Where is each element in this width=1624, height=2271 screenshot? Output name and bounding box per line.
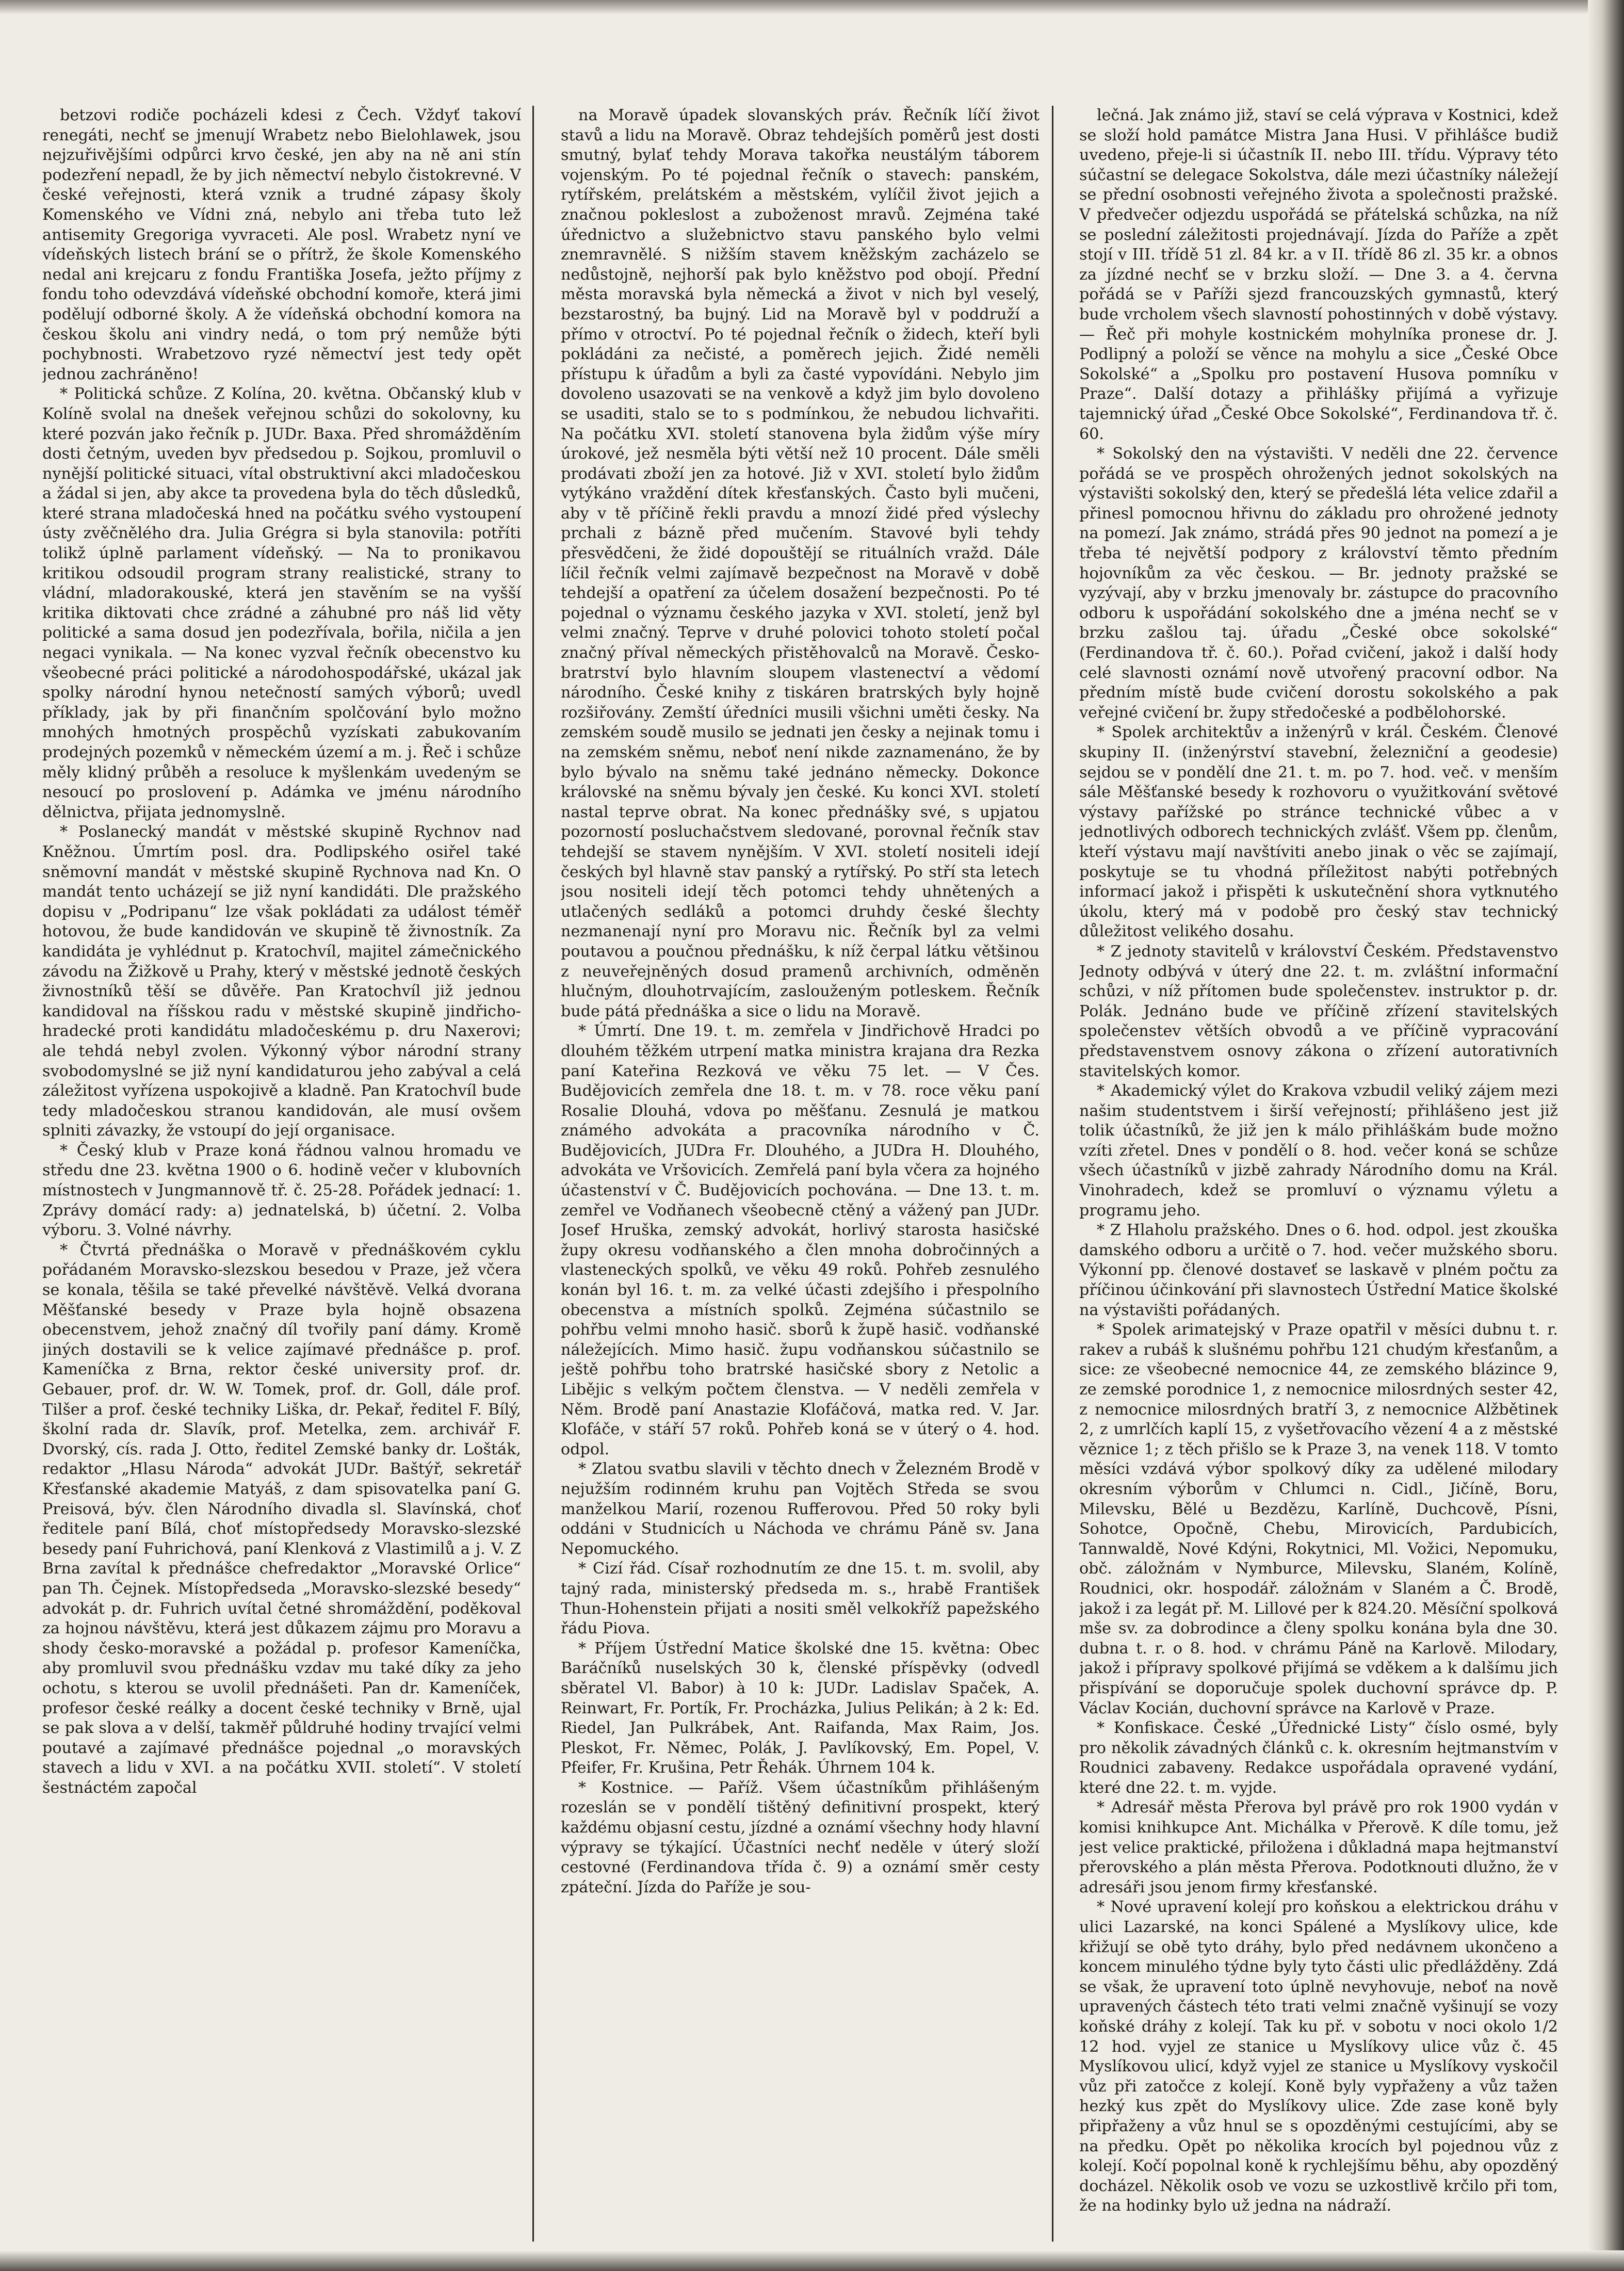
article-hlahol: * Z Hlaholu pražského. Dnes o 6. hod. odpol. jest zkouška damského odboru a určitě o 7. hod. večer mužského sboru. Výkonní pp. členové dostaveť se laskavě v plném počtu za příčinou účinkování při slavnostech Ústřední Matice školské na výstavišti pořádaných. <box>1079 1221 1558 1319</box>
article-constance-paris: * Kostnice. — Paříž. Všem účastníkům přihlášeným rozeslán se v pondělí tištěný definitivní prospekt, který každému objasní cestu, jízdné a oznámí všechny hody hlavní výpravy se týkající. Účastníci nechť neděle v úterý složí cestovné (Ferdinandova třída č. 9) a oznámí směr cesty zpáteční. Jízda do Paříže je sou- <box>561 1778 1040 1896</box>
article-lecture-moravia: * Čtvrtá přednáška o Moravě v přednáškovém cyklu pořádaném Moravsko-slezskou besedou v Praze, jež včera se konala, těšila se také převelké návštěvě. Velká dvorana Měšťanské besedy v Praze byla hojně obsazena obecenstvem, jehož značný díl tvořily paní dámy. Kromě jiných dostavili se k velice zajímavé přednášce p. prof. Kameníčka z Brna, rektor české university prof. dr. Gebauer, prof. dr. W. W. Tomek, prof. dr. Goll, dále prof. Tilšer a prof. české techniky Liška, dr. Pekař, ředitel F. Bílý, školní rada dr. Slavík, prof. Metelka, zem. archivář F. Dvorský, cís. rada J. Otto, ředitel Zemské banky dr. Lošták, redaktor „Hlasu Národa“ advokát JUDr. Baštýř, sekretář Křesťanské akademie Matyáš, z dam spisovatelka paní G. Preisová, býv. člen Národního divadla sl. Slavínská, choť ředitele paní Bílá, choť místopředsedy Moravsko-slezské besedy paní Fuhrichová, paní Klenková z Vlastimilů a j. V. Z Brna zavítal k přednášce chefredaktor „Moravské Orlice“ pan Th. Čejnek. Místopředseda „Moravsko-slezské besedy“ advokát p. dr. Fuhrich uvítal četné shromáždění, poděkoval za hojnou návštěvu, která jest důkazem zájmu pro Moravu a shody česko-moravské a požádal p. profesor Kameníčka, aby promluvil svou přednášku vzdav mu také díky za jeho ochotu, s kterou se uvolil přednášeti. Pan dr. Kameníček, profesor české reálky a docent české techniky v Brně, ujal se pak slova a v delší, takměř půldruhé hodiny trvající velmi poutavé a zajímavé přednášce pojednal „o moravských stavech a lidu v XVI. a na počátku XVII. století“. V století šestnáctém započal <box>42 1241 521 1797</box>
scan-edge-top <box>0 0 1624 14</box>
article-architects-engineers: * Spolek architektův a inženýrů v král. Českém. Členové skupiny II. (inženýrství stavební, železniční a geodesie) sejdou se v pondělí dne 21. t. m. po 7. hod. več. v menším sále Měšťanské besedy k rozhovoru o využitkování světové výstavy pařížské po stránce technické vůbec a v jednotlivých odborech technických zvlášť. Všem pp. členům, kteří výstavu mají navštíviti anebo jinak o věc se zajímají, poskytuje se tu vhodná příležitost nabýti potřebných informací jakož i přispěti k uskutečnění shora vytknutého úkolu, který má v podobě pro český stav technický důležitost velikého dosahu. <box>1079 723 1558 941</box>
article-foreign-order: * Cizí řád. Císař rozhodnutím ze dne 15. t. m. svolil, aby tajný rada, ministerský předseda m. s., hrabě František Thun-Hohenstein přijati a nositi směl velkokříž papežského řádu Piova. <box>561 1560 1040 1638</box>
article-wrabetz: betzovi rodiče pocházeli kdesi z Čech. Vždyť takoví renegáti, nechť se jmenují Wrabetz nebo Bielohlawek, jsou nejzuřivějšími odpůrci krvo české, jen aby na ně ani stín podezření nepadl, že by jich němectví nebylo čistokrevné. V české veřejnosti, která vznik a trudné zápasy školy Komenského ve Vídni zná, nebylo ani třeba tuto lež antisemity Gregoriga vyvraceti. Ale posl. Wrabetz nyní ve vídeňských listech brání se o přítrž, že škole Komenského nedal ani krejcaru z fondu Františka Josefa, ježto příjmy z fondu toho odevzdává vídeňské obchodní komoře, která jimi podělují odborné školy. A že vídeňská obchodní komora na českou školu ani vindry nedá, o tom prý nemůže býti pochybnosti. Wrabetzovo ryzé němectví jest tedy opět jednou zachráněno! <box>42 106 521 383</box>
column-right <box>1079 106 1558 2242</box>
article-academic-trip-krakow: * Akademický výlet do Krakova vzbudil veliký zájem mezi našim studentstvem i širší veřejností; přihlášeno jest již tolik účastníků, že již jen k málo přihláškám bude možno vzíti zřetel. Dnes v pondělí o 8. hod. večer koná se schůze všech účastníků v jizbě zahrady Národního domu na Král. Vinohradech, kdež se promluví o významu výletu a programu jeho. <box>1079 1082 1558 1220</box>
scan-edge-right <box>1588 0 1624 2271</box>
article-lecture-moravia-continued: na Moravě úpadek slovanských práv. Řečník líčí život stavů a lidu na Moravě. Obraz tehdejších poměrů jest dosti smutný, bylať tehdy Morava takořka neustálým táborem vojenským. Po té pojednal řečník o stavech: panském, rytířském, prelátském a městském, vylíčil život jejich a značnou pokleslost a zuboženost mravů. Zejména také úřednictvo a služebnictvo stavu panského bylo velmi znemravnělé. S nižším stavem kněžským zacházelo se nedůstojně, nejhorší pak bylo kněžstvo pod obojí. Přední města moravská byla německá a život v nich byl veselý, bezstarostný, ba bujný. Lid na Moravě byl v poddruží a přímo v otroctví. Po té pojednal řečník o židech, kteří byli pokládáni za nečisté, a poměrech jejich. Židé neměli přístupu k úřadům a byli za časté vypovídáni. Nebylo jim dovoleno usazovati se na venkově a když jim bylo dovoleno se usaditi, stalo se to s podmínkou, že nebudou lichvařiti. Na počátku XVI. století stanovena byla židům výše míry úrokové, jež nesměla býti větší než 10 procent. Dále směli prodávati zboží jen za hotové. Již v XVI. století bylo židům vytýkáno vraždění dítek křesťanských. Často byli mučeni, aby v tě příčině řekli pravdu a mnozí židé před výslechy prchali z bázně před mučením. Stavové byli tehdy přesvědčeni, že židé dopouštějí se rituálních vražd. Dále líčil řečník velmi zajímavě bezpečnost na Moravě v době tehdejší a opatření za účelem dosažení bezpečnosti. Po té pojednal o významu českého jazyka v XVI. století, jenž byl velmi značný. Teprve v druhé polovici tohoto století počal značný příval německých přistěhovalců na Moravě. Česko-bratrství bylo hlavním sloupem vlastenectví a vědomí národního. České knihy z tiskáren bratrských byly hojně rozšiřovány. Zemští úředníci musili všichni uměti česky. Na zemském soudě musilo se jednati jen česky a nejinak tomu i na zemském sněmu, neboť není nikde zaznamenáno, že by bylo bývalo na sněmu také jednáno německy. Dokonce královské na sněmu bývaly jen české. Ku konci XVI. století nastal teprve obrat. Na konec přednášky své, s upjatou pozorností posluchačstvem sledované, porovnal řečník stav tehdejší se stavem nynějším. V XVI. století nositeli idejí českých byl hlavně stav panský a rytířský. Po stří sta letech jsou nositeli idejí těch potomci tehdy uhnětených a utlačených sedláků a potomci druhdy české šlechty nezmanenají nyní pro Moravu nic. Řečník byl za velmi poutavou a poučnou přednášku, k níž čerpal látku většinou z neuveřejněných dosud pramenů archivních, odměněn hlučným, dlouhotrvajícím, zaslouženým potleskem. Řečník bude pátá přednáška a sice o lidu na Moravě. <box>561 106 1040 1020</box>
article-tram-tracks: * Nové upravení kolejí pro koňskou a elektrickou dráhu v ulici Lazarské, na konci Spálené a Myslíkovy ulice, kde křižují se obě tyto dráhy, bylo před nedávnem ukončeno a koncem minulého týdne byly tyto části ulic předlážděny. Zdá se však, že upravení toto úplně nevyhovuje, neboť na nově upravených částech této trati velmi značně vyšinují se vozy koňské dráhy z kolejí. Tak ku př. v sobotu v noci okolo 1/2 12 hod. vyjel ze stanice u Myslíkovy ulice vůz č. 45 Myslíkovou ulicí, když vyjel ze stanice u Myslíkovy vyskočil vůz při zatočce z kolejí. Koně byly vypřaženy a vůz tažen hezký kus zpět do Myslíkovy ulice. Zde zase koně byly připřaženy a vůz hnul se s opozděnými cestujícími, aby se na předku. Opět po několika krocích byl pojednou vůz z kolejí. Kočí popolnal koně k rychlejšímu běhu, aby opozděný docházel. Několik osob ve vozu se uzkostlivě krčilo při tom, že na hodinky bylo už jedna na nádraží. <box>1079 1898 1558 2215</box>
column-middle <box>561 106 1040 2242</box>
article-constance-paris-continued: lečná. Jak známo již, staví se celá výprava v Kostnici, kdež se složí hold památce Mistra Jana Husi. V přihlášce budiž uvedeno, přeje-li si účastník II. nebo III. třídu. Výpravy této súčastní se delegace Sokolstva, dále mezi účastníky náležejí se přední osobnosti veřejného života a společnosti pražské. V předvečer odjezdu uspořádá se přátelská schůzka, na níž se poslední záležitosti projednávají. Jízda do Paříže a zpět stojí v III. třídě 51 zl. 84 kr. a v II. třídě 86 zl. 35 kr. a obnos za jízdné nechť se v brzku složí. — Dne 3. a 4. června pořádá se v Paříži sjezd francouzských gymnastů, který bude vrcholem všech slavností pohostinných v době výstavy. — Řeč při mohyle kostnickém mohylníka pronese dr. J. Podlipný a položí se věnce na mohylu a sice „České Obce Sokolské“ a „Spolku pro postavení Husova pomníku v Praze“. Další dotazy a přihlášky přijímá a vyřizuje tajemnický úřad „České Obce Sokolské“, Ferdinandova tř. č. 60. <box>1079 106 1558 443</box>
article-confiscation: * Konfiskace. České „Úřednické Listy“ číslo osmé, byly pro několik závadných článků c. k. okresním hejtmanstvím v Roudnici zabaveny. Redakce uspořádala opravené vydání, které dne 22. t. m. vyjde. <box>1079 1719 1558 1797</box>
article-arimathean-society: * Spolek arimatejský v Praze opatřil v měsíci dubnu t. r. rakev a rubáš k slušnému pohřbu 121 chudým křesťanům, a sice: ze všeobecné nemocnice 44, ze zemského blázince 9, ze zemské porodnice 1, z nemocnice milosrdných sester 42, z nemocnice milosrdných bratří 3, z nemocnice Alžbětinek 2, z umrlčích kaplí 15, z vyšetřovacího vězení 4 a z městské věznice 1; z těch přišlo se k Praze 3, na venek 118. V tomto měsíci vzdává výbor spolkový díky za udělené milodary okresním výborům v Chlumci n. Cidl., Jičíně, Boru, Milevsku, Bělé u Bezdězu, Karlíně, Duchcově, Písni, Sohotce, Opočně, Chebu, Mirovicích, Pardubicích, Tannwaldě, Nové Kdýni, Rokytnici, Ml. Vožici, Nepomuku, obč. záložnám v Nymburce, Milevsku, Slaném, Kolíně, Roudnici, okr. hospodář. záložnám v Slaném a Č. Brodě, jakož i za legát př. M. Lillové per k 824.20. Měsíční spolková mše sv. za dobrodince a členy spolku konána byla dne 30. dubna t. r. o 8. hod. v chrámu Páně na Karlově. Milodary, jakož i přípravy spolkové přijímá se vděkem a k dalšímu jich přispívání se doporučuje spolek duchovní správce dp. P. Václav Kocián, duchovní správce na Karlově v Praze. <box>1079 1321 1558 1717</box>
scan-edge-bottom <box>0 2250 1624 2271</box>
article-political-meeting-kolin: * Politická schůze. Z Kolína, 20. května. Občanský klub v Kolíně svolal na dnešek veřejnou schůzi do sokolovny, ku které pozván jako řečník p. JUDr. Baxa. Před shromážděním dosti četným, uveden byv předsedou p. Sojkou, promluvil o nynější politické situaci, vítal obstruktivní akci mladočeskou a žádal si jen, aby akce ta provedena byla do těch důsledků, které strana mladočeská hned na počátku svého vystoupení ústy zvěčnělého dra. Julia Grégra si byla stanovila: potříti tolikž úplně parlament vídeňský. — Na to pronikavou kritikou odsoudil program strany realistické, strany to vládní, mladorakouské, která jen stavěním se na vyšší kritika diktovati chce zrádné a záhubné pro náš lid věty politické a sama dosud jen podezřívala, bořila, ničila a jen negaci vynikala. — Na konec vyzval řečník obecenstvo ku všeobecné práci politické a národohospodářské, ukázal jak spolky národní hynou netečností samých výborů; uvedl příklady, jak by při finančním spolčování bylo možno mnohých hmotných prospěchů vyzískati zabukovaním prodejných pozemků v německém území a m. j. Řeč i schůze měly klidný průběh a resoluce k myšlenkám uvedeným se nesoucí po proslovení p. Adámka ve jménu národního dělnictva, přijata jednomyslně. <box>42 385 521 821</box>
newspaper-page <box>42 106 1569 2247</box>
column-left <box>42 106 521 2242</box>
article-prerov-directory: * Adresář města Přerova byl právě pro rok 1900 vydán v komisi knihkupce Ant. Michálka v Přerově. K díle tomu, jež jest velice praktické, přiložena i důkladná mapa hejtmanství přerovského a plán města Přerova. Podotknouti dlužno, že v adresáři jsou jenom firmy křesťanské. <box>1079 1798 1558 1896</box>
article-matice-receipts: * Příjem Ústřední Matice školské dne 15. května: Obec Baráčníků nuselských 30 k, členské příspěvky (odvedl sběratel Vl. Babor) à 10 k: JUDr. Ladislav Spaček, A. Reinwart, Fr. Portík, Fr. Procházka, Julius Pelikán; à 2 k: Ed. Riedel, Jan Pulkrábek, Ant. Raifanda, Max Raim, Jos. Pleskot, Fr. Němec, Polák, J. Pavlíkovský, Em. Popel, V. Pfeifer, Fr. Krušina, Petr Řehák. Úhrnem 104 k. <box>561 1639 1040 1777</box>
article-czech-club-prague: * Český klub v Praze koná řádnou valnou hromadu ve středu dne 23. května 1900 o 6. hodině večer v klubovních místnostech v Jungmannově tř. č. 25-28. Pořádek jednací: 1. Zprávy domácí rady: a) jednatelská, b) účetní. 2. Volba výboru. 3. Volné návrhy. <box>42 1141 521 1240</box>
article-sokol-day: * Sokolský den na výstavišti. V neděli dne 22. července pořádá se ve prospěch ohrožených jednot sokolských na výstavišti sokolský den, který se předešlá léta velice zdařil a přinesl pomocnou hřivnu do základu pro ohrožené jednoty na pomezí. Jak známo, strádá přes 90 jednot na pomezí a je třeba té největší podpory z království těmto předním hojovníkům za věc českou. — Br. jednoty pražské se vyzývají, aby v brzku jmenovaly br. zástupce do pracovního odboru k uspořádání sokolského dne a jména nechť se v brzku zašlou taj. úřadu „České obce sokolské“ (Ferdinandova tř. č. 60.). Pořad cvičení, jakož i další hody celé slavnosti oznámí nově utvořený pracovní odbor. Na předním místě bude cvičení dorostu sokolského a pak veřejné cvičení br. župy středočeské a podbělohorské. <box>1079 445 1558 722</box>
column-divider <box>532 106 534 2242</box>
article-builders-union: * Z jednoty stavitelů v království Českém. Představenstvo Jednoty odbývá v úterý dne 22. t. m. zvláštní informační schůzi, v níž přítomen bude společenstev. instruktor p. dr. Polák. Jednáno bude ve příčině zřízení stavitelských společenstev větších obvodů a ve příčině vypracování představenstvem osnovy zákona o zřízení autorativních stavitelských komor. <box>1079 942 1558 1080</box>
column-divider <box>1052 106 1053 2242</box>
article-mandate-rychnov: * Poslanecký mandát v městské skupině Rychnov nad Kněžnou. Úmrtím posl. dra. Podlipského osiřel také sněmovní mandát v městské skupině Rychnova nad Kn. O mandát tento ucházejí se již nyní kandidáti. Dle pražského dopisu v „Podripanu“ lze však pokládati za událost téměř hotovou, že bude kandidován ve skupině tě živnostník. Za kandidáta je vyhlédnut p. Kratochvíl, majitel zámečnického závodu na Žižkově u Prahy, který v městské jednotě českých živnostníků těší se důvěře. Pan Kratochvíl již jednou kandidoval na říšskou radu v městské skupině jindřicho-hradecké proti kandidátu mladočeskému p. dru Naxerovi; ale tehdá nebyl zvolen. Výkonný výbor národní strany svobodomyslné se již nyní kandidaturou jeho zabýval a celá záležitost vyřízena uspokojivě a kladně. Pan Kratochvíl bude tedy mladočeskou stranou kandidován, ale musí ovšem splniti závazky, že vstoupí do její organisace. <box>42 823 521 1140</box>
article-deaths: * Úmrtí. Dne 19. t. m. zemřela v Jindřichově Hradci po dlouhém těžkém utrpení matka ministra krajana dra Rezka paní Kateřina Rezková ve věku 75 let. — V Čes. Budějovicích zemřela dne 18. t. m. v 78. roce věku paní Rosalie Dlouhá, vdova po měšťanu. Zesnulá je matkou známého advokáta a pracovníka národního v Č. Budějovicích, JUDra Fr. Dlouhého, a JUDra H. Dlouhého, advokáta ve Vršovicích. Zemřelá paní byla včera za hojného účastenství v Č. Budějovicích pochována. — Dne 13. t. m. zemřel ve Vodňanech všeobecně ctěný a vážený pan JUDr. Josef Hruška, zemský advokát, horlivý starosta hasičské župy okresu vodňanského a člen mnoha dobročinných a vlasteneckých spolků, ve věku 49 roků. Pohřeb zesnulého konán byl 16. t. m. za velké účasti zdejšího i přespolního obecenstva a místních spolků. Zejména súčastnilo se pohřbu velmi mnoho hasič. sborů k župě hasič. vodňanské náležejících. Mimo hasič. župu vodňanskou súčastnilo se ještě pohřbu toho bratrské hasičské sbory z Netolic a Libějic s velkým počtem členstva. — V neděli zemřela v Něm. Brodě paní Anastazie Klofáčová, matka red. V. Jar. Klofáče, v stáří 57 roků. Pohřeb koná se v úterý o 4. hod. odpol. <box>561 1022 1040 1458</box>
article-golden-wedding: * Zlatou svatbu slavili v těchto dnech v Železném Brodě v nejužším rodinném kruhu pan Vojtěch Středa se svou manželkou Marií, rozenou Rufferovou. Před 50 roky byli oddáni v Studnicích u Náchoda ve chrámu Páně sv. Jana Nepomuckého. <box>561 1460 1040 1558</box>
